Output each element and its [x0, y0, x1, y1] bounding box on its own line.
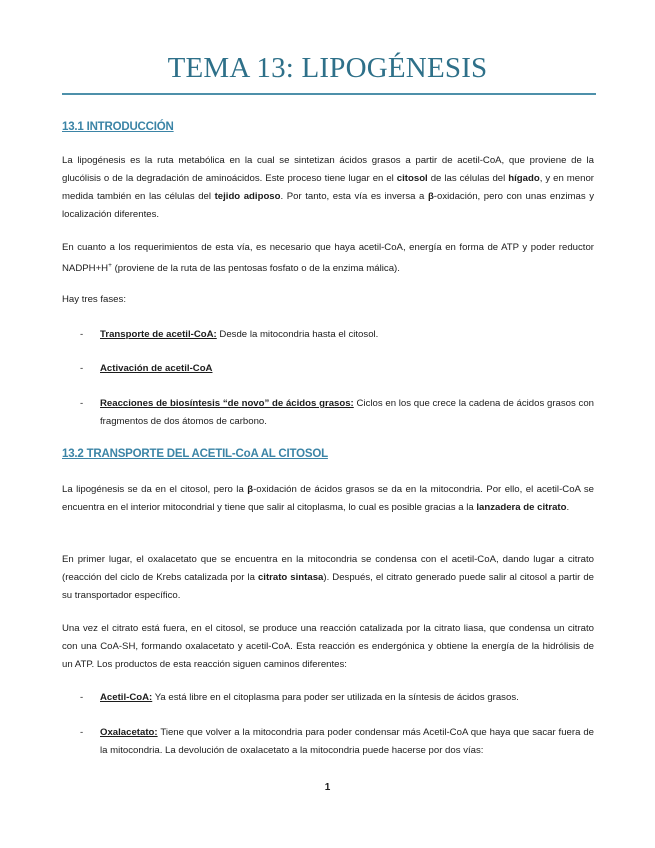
page-title: TEMA 13: LIPOGÉNESIS: [167, 52, 488, 84]
beta-symbol: β: [247, 484, 254, 495]
term-reacciones: Reacciones de biosíntesis “de novo” de ácidos grasos:: [100, 398, 354, 409]
page-number: 1: [324, 782, 331, 793]
list-item-phase-1: Transporte de acetil-CoA: Desde la mitocondria hasta el citosol.: [100, 329, 379, 340]
list-bullet: -: [80, 692, 84, 703]
bold-higado: hígado: [508, 173, 540, 184]
title-divider: [62, 93, 596, 95]
list-item-phase-3: Reacciones de biosíntesis “de novo” de ácidos grasos: Ciclos en los que crece la cadena de ácidos grasos con fragmentos de dos átomos de carbono.: [100, 398, 595, 427]
bold-lanzadera: lanzadera de citrato: [476, 502, 567, 513]
term-acetil-coa: Acetil-CoA:: [100, 692, 153, 703]
bold-tejido-adiposo: tejido adiposo: [214, 191, 281, 202]
bold-citosol: citosol: [396, 173, 428, 184]
term-transporte: Transporte de acetil-CoA:: [100, 329, 217, 340]
list-bullet: -: [80, 363, 84, 374]
list-bullet: -: [80, 329, 84, 340]
citrate-lyase-paragraph: Una vez el citrato está fuera, en el citosol, se produce una reacción catalizada por la citrato liasa, que condensa un citrato con una CoA-SH, formando oxalacetato y acetil-CoA. Esta reacción es endergónica y obtiene la energía de la hidrólisis de un ATP. Los productos de esta reacción siguen caminos diferentes:: [62, 623, 594, 670]
phases-intro: Hay tres fases:: [62, 294, 126, 305]
list-item-phase-2: [100, 360, 594, 378]
list-item-oxalacetato: Oxalacetato: Tiene que volver a la mitocondria para poder condensar más Acetil-CoA que haya que sacar fuera de la mitocondria. La devolución de oxalacetato a la mitocondria puede hacerse por dos vías:: [100, 727, 594, 756]
term-oxalacetato: Oxalacetato:: [100, 727, 158, 738]
transport-paragraph: La lipogénesis se da en el citosol, pero la β-oxidación de ácidos grasos se da en la mitocondria. Por ello, el acetil-CoA se encuentra en el interior mitocondrial y tiene que salir al citoplasma, lo cual es posible gracias a la lanzadera de citrato.: [62, 484, 594, 513]
beta-symbol: β: [427, 191, 434, 202]
term-activacion: Activación de acetil-CoA: [100, 363, 213, 374]
bold-citrato-sintasa: citrato sintasa: [257, 572, 324, 583]
list-item-acetil-coa: Acetil-CoA: Ya está libre en el citoplasma para poder ser utilizada en la síntesis de ácidos grasos.: [100, 692, 519, 703]
section-heading-transporte: 13.2 TRANSPORTE DEL ACETIL-CoA AL CITOSOL: [62, 448, 328, 460]
section-heading-introduccion: 13.1 INTRODUCCIÓN: [62, 121, 174, 133]
superscript-plus: +: [108, 262, 112, 269]
requirements-paragraph: En cuanto a los requerimientos de esta vía, es necesario que haya acetil-CoA, energía en forma de ATP y poder reductor NADPH+H+ (proviene de la ruta de las pentosas fosfato o de la enzima málica).: [62, 242, 594, 275]
citrate-paragraph: En primer lugar, el oxalacetato que se encuentra en la mitocondria se condensa con el acetil-CoA, dando lugar a citrato (reacción del ciclo de Krebs catalizada por la citrato sintasa). Después, el citrato generado puede salir al citosol a partir de su transportador específico.: [62, 554, 595, 601]
list-bullet: -: [80, 727, 84, 738]
intro-paragraph: La lipogénesis es la ruta metabólica en la cual se sintetizan ácidos grasos a partir de acetil-CoA, que proviene de la glucólisis o de la degradación de aminoácidos. Este proceso tiene lugar en el citosol de las células del hígado, y en menor medida también en las células del tejido adiposo. Por tanto, esta vía es inversa a β-oxidación, pero con unas enzimas y localización diferentes.: [62, 155, 594, 220]
list-bullet: -: [80, 398, 84, 409]
